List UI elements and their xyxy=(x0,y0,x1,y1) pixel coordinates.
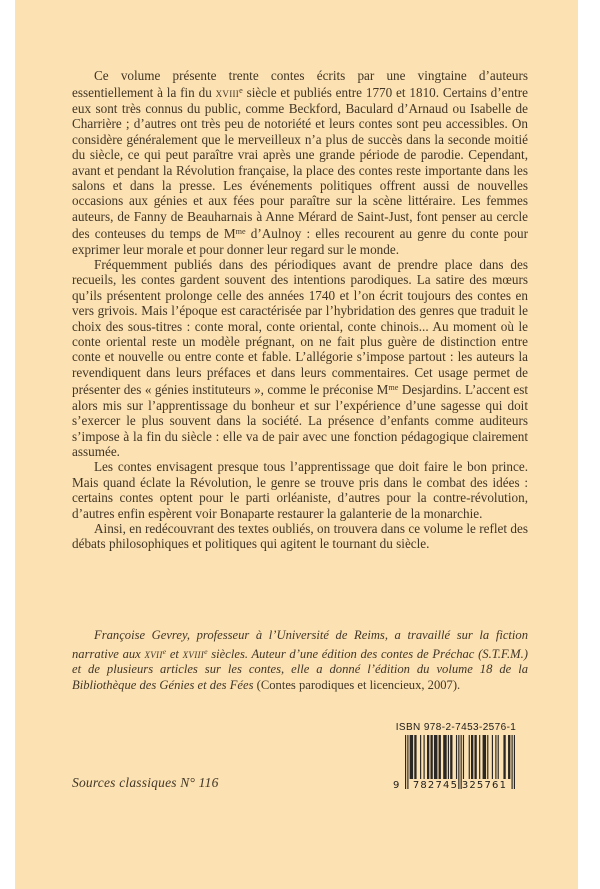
blurb-paragraph-3: Les contes envisagent presque tous l’apprentissage que doit faire le bon prince. Mais quand éclate la Révolution, le genre se trouve pris dans le combat des idées : certains contes optent pour le parti orléaniste, d’autres pour la contre-révolution, d’autres enfin espèrent voir Bonaparte restaurer la galanterie de la monarchie. xyxy=(72,459,528,521)
isbn-block xyxy=(393,722,519,789)
barcode-digit-group: 782745 xyxy=(412,780,459,791)
author-bio: Françoise Gevrey, professeur à l’Université de Reims, a travaillé sur la fiction narrative aux xvii$^e$ et xviii$^e$ siècles. Auteur d’une édition des contes de Préchac (S.T.F.M.) et de plusieurs articles sur les contes, elle a donné l’édition du volume 18 de la Bibliothèque des Génies et des Fées (Contes parodiques et licencieux, 2007). xyxy=(72,628,528,692)
isbn-label: ISBN 978-2-7453-2576-1 xyxy=(395,722,517,733)
blurb-paragraph-1: Ce volume présente trente contes écrits par une vingtaine d’auteurs essentiellement à la fin du xviii$^e$ siècle et publiés entre 1770 et 1810. Certains d’entre eux sont très connus du public, comme Beckford, Baculard d’Arnaud ou Isabelle de Charrière ; d’autres ont très peu de notoriété et leurs contes sont peu accessibles. On considère généralement que le merveilleux n’a plus de succès dans la seconde moitié du siècle, ce qui peut paraître vrai après une grande période de parodie. Cependant, avant et pendant la Révolution française, la place des contes reste importante dans les salons et dans la presse. Les événements politiques offrent aussi de nouvelles occasions aux génies et aux fées pour paraître sur la scène littéraire. Les femmes auteurs, de Fanny de Beauharnais à Anne Mérard de Saint-Just, font penser au cercle des conteuses du temps de $M^{me}$ d’Aulnoy : elles recourent au genre du conte pour exprimer leur morale et pour donner leur regard sur le monde. xyxy=(72,68,528,257)
blurb xyxy=(72,68,528,552)
ean13-barcode xyxy=(393,735,519,789)
barcode-digit-group: 325761 xyxy=(461,780,508,791)
collection-label: Sources classiques N° 116 xyxy=(72,775,219,790)
cover-background xyxy=(15,0,578,889)
barcode-digit-group: 9 xyxy=(393,780,401,791)
blurb-paragraph-2: Fréquemment publiés dans des périodiques avant de prendre place dans des recueils, les contes gardent souvent des intentions parodiques. La satire des mœurs qu’ils présentent prolonge celle des années 1740 et l’on écrit toujours des contes en vers grivois. Mais l’époque est caractérisée par l’hybridation des genres que traduit le choix des sous-titres : conte moral, conte oriental, conte chinois... Au moment où le conte oriental reste un modèle prégnant, on ne fait plus guère de distinction entre conte et nouvelle ou entre conte et fable. L’allégorie s’impose partout : les auteurs la revendiquent dans leurs préfaces et dans leurs commentaires. Cet usage permet de présenter des « génies instituteurs », comme le préconise $M^{me}$ Desjardins. L’accent est alors mis sur l’apprentissage du bonheur et sur l’expérience d’une sagesse qui doit s’exercer le plus souvent dans la société. La présence d’enfants comme auditeurs s’impose à la fin du siècle : elle va de pair avec une fonction pédagogique clairement assumée. xyxy=(72,257,528,459)
blurb-paragraph-4: Ainsi, en redécouvrant des textes oubliés, on trouvera dans ce volume le reflet des débats philosophiques et politiques qui agitent le tournant du siècle. xyxy=(72,521,528,552)
